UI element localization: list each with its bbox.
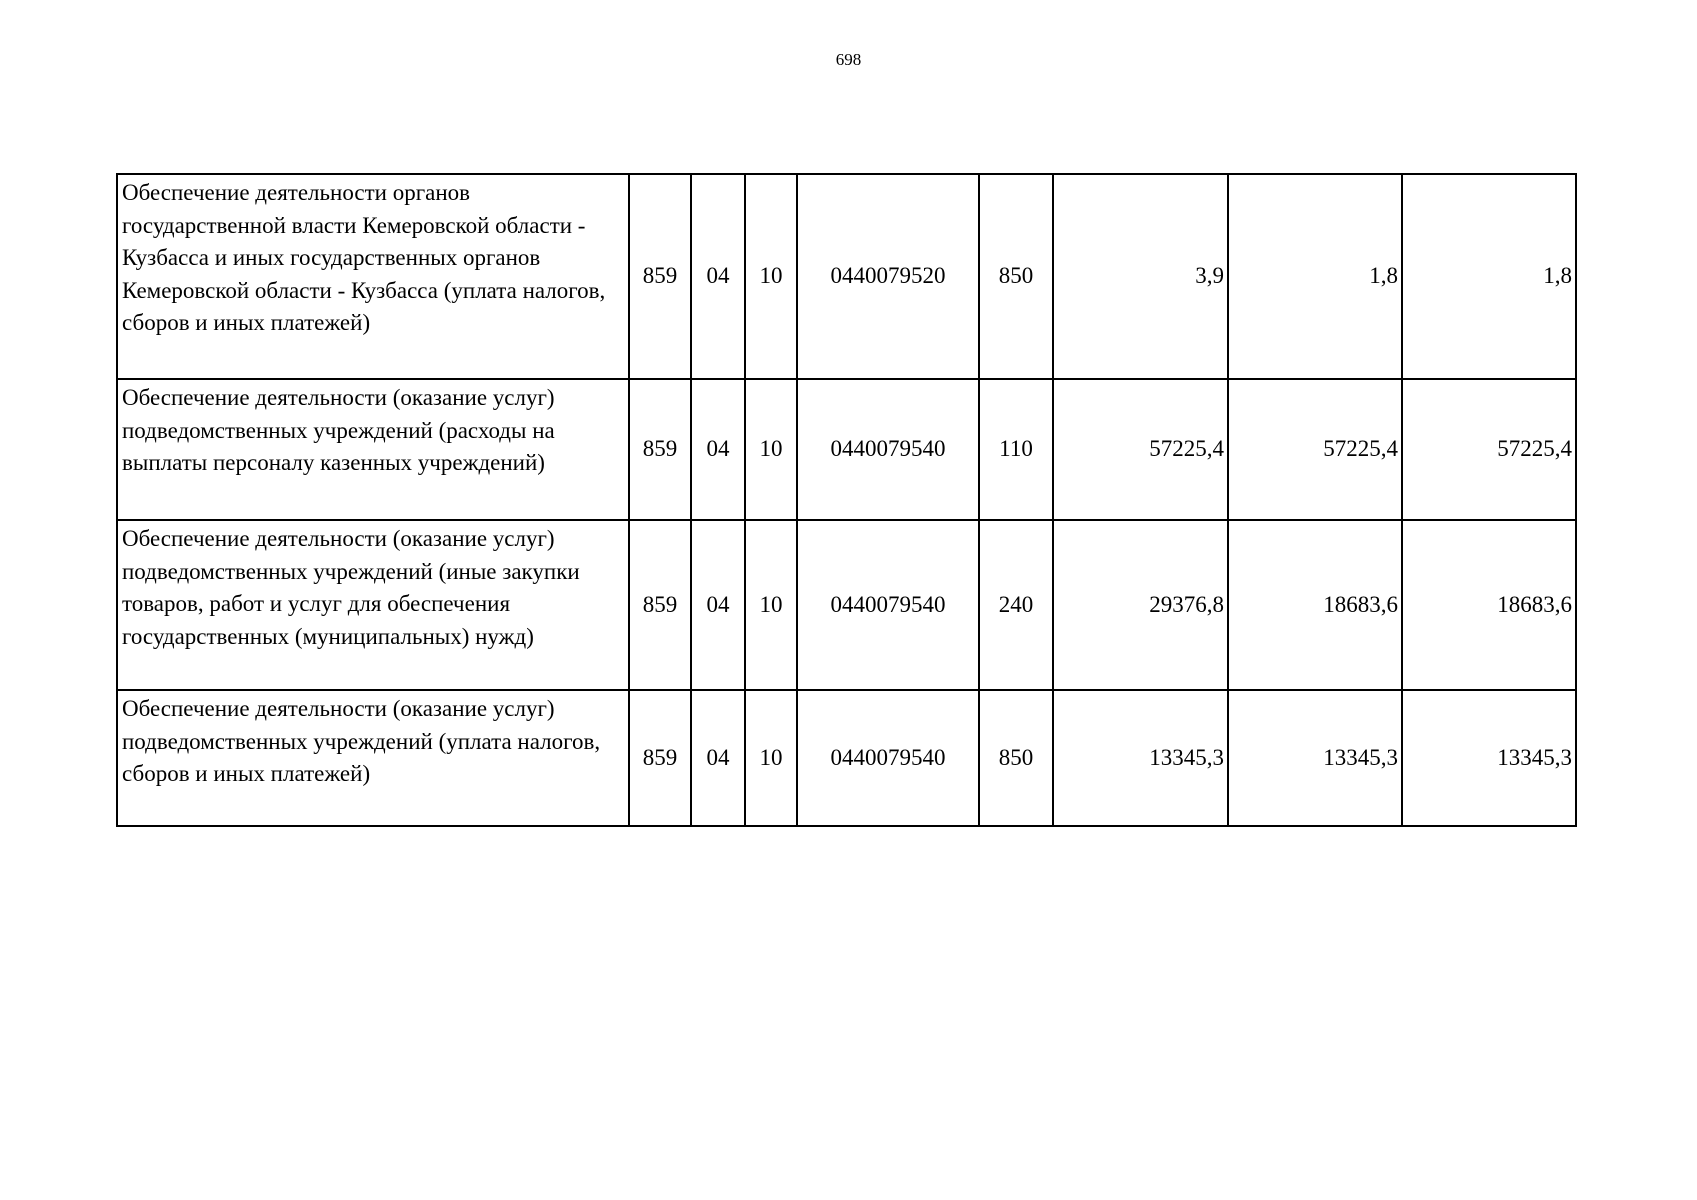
ministry-code: 859 [629, 379, 691, 520]
amount-year-2: 18683,6 [1228, 520, 1402, 690]
section-code: 04 [691, 174, 745, 379]
amount-year-1: 13345,3 [1053, 690, 1228, 826]
amount-year-1: 29376,8 [1053, 520, 1228, 690]
budget-table [116, 173, 1577, 827]
table-row [117, 690, 1576, 826]
section-code: 04 [691, 690, 745, 826]
target-article-code: 0440079520 [797, 174, 979, 379]
target-article-code: 0440079540 [797, 379, 979, 520]
row-description: Обеспечение деятельности органов государственной власти Кемеровской области - Кузбасса и иных государственных органов Кемеровской области - Кузбасса (уплата налогов, сборов и иных платежей) [117, 174, 629, 379]
expense-type-code: 110 [979, 379, 1053, 520]
amount-year-3: 57225,4 [1402, 379, 1576, 520]
row-description: Обеспечение деятельности (оказание услуг) подведомственных учреждений (иные закупки товаров, работ и услуг для обеспечения государственных (муниципальных) нужд) [117, 520, 629, 690]
ministry-code: 859 [629, 690, 691, 826]
expense-type-code: 850 [979, 690, 1053, 826]
table-row [117, 379, 1576, 520]
amount-year-2: 13345,3 [1228, 690, 1402, 826]
target-article-code: 0440079540 [797, 690, 979, 826]
amount-year-3: 13345,3 [1402, 690, 1576, 826]
amount-year-1: 3,9 [1053, 174, 1228, 379]
subsection-code: 10 [745, 379, 797, 520]
amount-year-3: 1,8 [1402, 174, 1576, 379]
expense-type-code: 850 [979, 174, 1053, 379]
ministry-code: 859 [629, 520, 691, 690]
target-article-code: 0440079540 [797, 520, 979, 690]
section-code: 04 [691, 520, 745, 690]
subsection-code: 10 [745, 174, 797, 379]
table-row [117, 174, 1576, 379]
ministry-code: 859 [629, 174, 691, 379]
amount-year-3: 18683,6 [1402, 520, 1576, 690]
subsection-code: 10 [745, 690, 797, 826]
amount-year-2: 1,8 [1228, 174, 1402, 379]
table-row [117, 520, 1576, 690]
row-description: Обеспечение деятельности (оказание услуг) подведомственных учреждений (расходы на выплаты персоналу казенных учреждений) [117, 379, 629, 520]
section-code: 04 [691, 379, 745, 520]
expense-type-code: 240 [979, 520, 1053, 690]
amount-year-2: 57225,4 [1228, 379, 1402, 520]
subsection-code: 10 [745, 520, 797, 690]
row-description: Обеспечение деятельности (оказание услуг) подведомственных учреждений (уплата налогов, сборов и иных платежей) [117, 690, 629, 826]
page-number: 698 [835, 50, 862, 69]
amount-year-1: 57225,4 [1053, 379, 1228, 520]
